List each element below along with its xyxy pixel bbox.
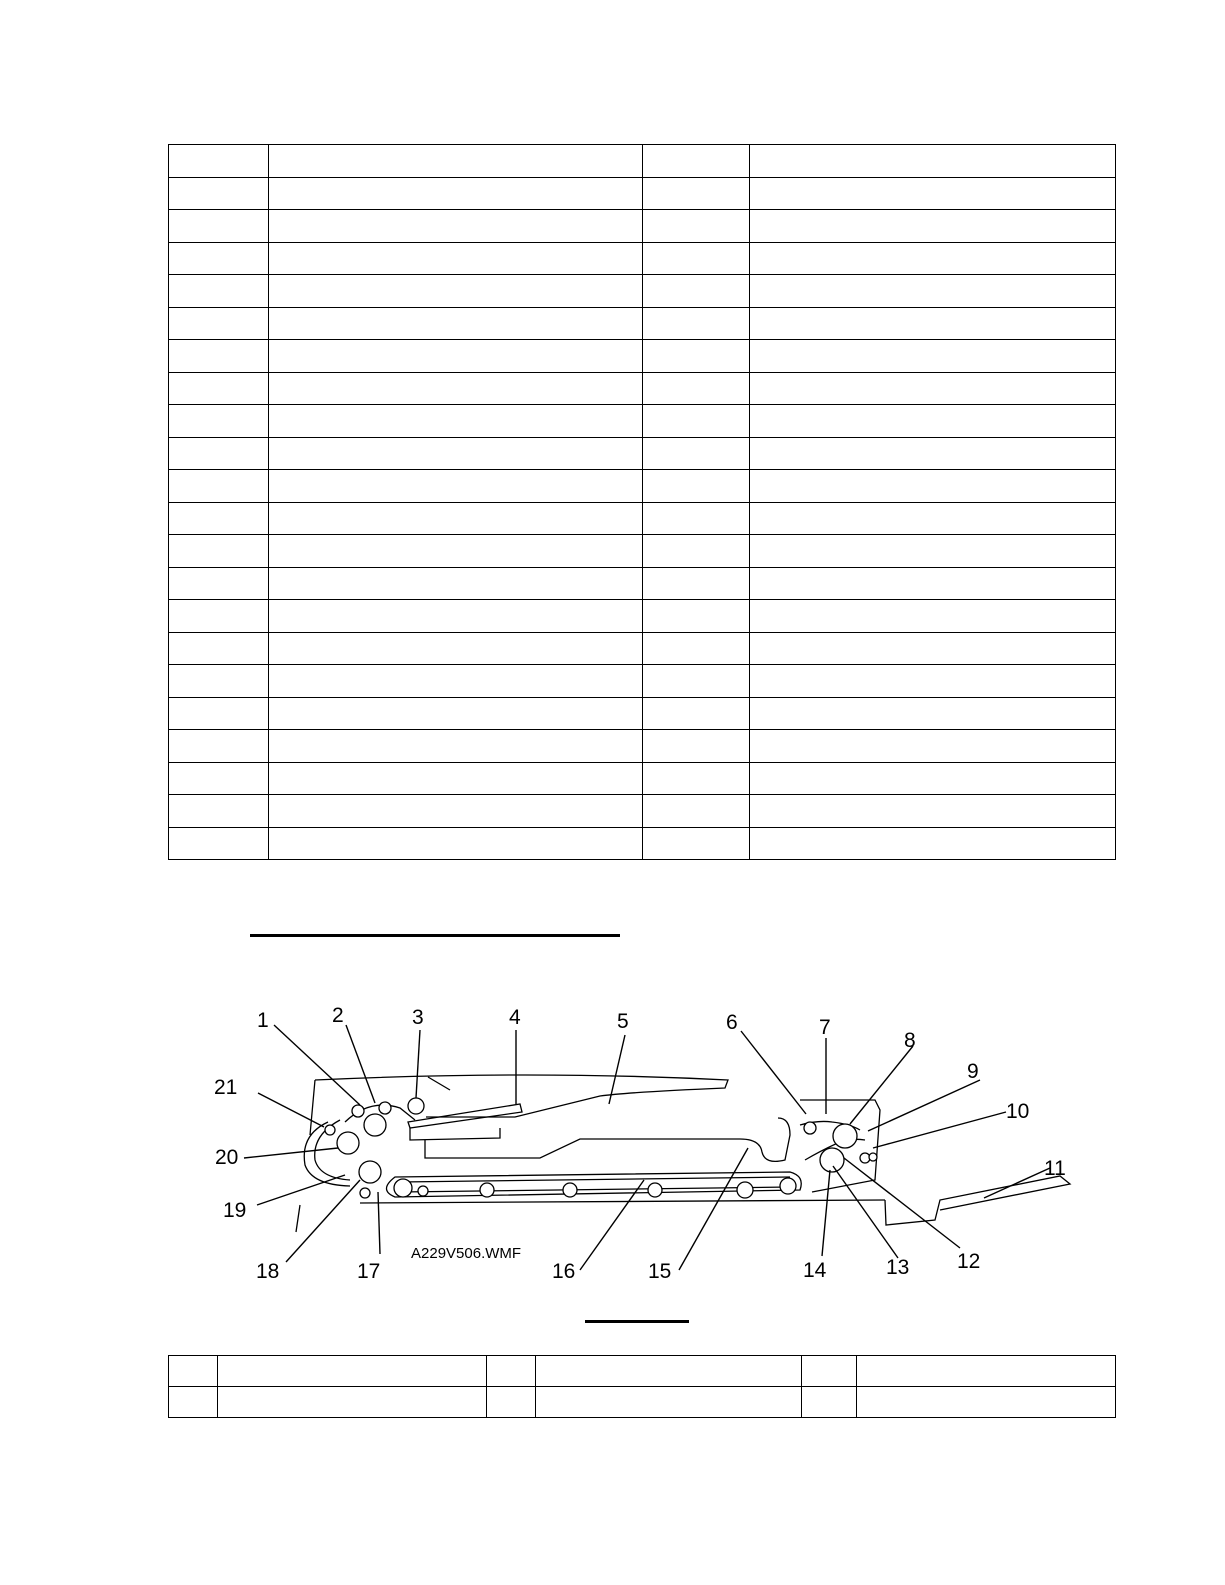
table-row bbox=[169, 470, 1116, 503]
table-cell bbox=[169, 340, 269, 373]
table-cell bbox=[857, 1387, 1116, 1418]
table-row bbox=[169, 307, 1116, 340]
table-cell bbox=[169, 372, 269, 405]
table-cell bbox=[269, 145, 643, 178]
table-cell bbox=[643, 145, 750, 178]
table-cell bbox=[750, 405, 1116, 438]
diagram-filename: A229V506.WMF bbox=[411, 1245, 522, 1262]
callout-18: 18 bbox=[256, 1260, 280, 1283]
table-cell bbox=[643, 632, 750, 665]
table-cell bbox=[269, 405, 643, 438]
table-cell bbox=[750, 632, 1116, 665]
table-row bbox=[169, 242, 1116, 275]
table-cell bbox=[169, 1356, 218, 1387]
table-cell bbox=[269, 827, 643, 860]
callout-19: 19 bbox=[223, 1199, 247, 1222]
table-cell bbox=[643, 600, 750, 633]
callout-15: 15 bbox=[648, 1260, 672, 1283]
table-cell bbox=[643, 242, 750, 275]
table-cell bbox=[643, 567, 750, 600]
table-row bbox=[169, 665, 1116, 698]
table-cell bbox=[750, 470, 1116, 503]
table-cell bbox=[750, 730, 1116, 763]
callout-20: 20 bbox=[215, 1146, 239, 1169]
table-cell bbox=[169, 567, 269, 600]
table-cell bbox=[643, 665, 750, 698]
table-cell bbox=[169, 1387, 218, 1418]
table-row bbox=[169, 827, 1116, 860]
table-cell bbox=[269, 437, 643, 470]
table-cell bbox=[643, 795, 750, 828]
table-cell bbox=[269, 795, 643, 828]
table-cell bbox=[169, 535, 269, 568]
table-cell bbox=[643, 210, 750, 243]
table-cell bbox=[169, 600, 269, 633]
section-heading-underline bbox=[250, 934, 620, 937]
table-row bbox=[169, 210, 1116, 243]
table-row bbox=[169, 437, 1116, 470]
table-cell bbox=[169, 437, 269, 470]
table-cell bbox=[643, 470, 750, 503]
parts-table-body bbox=[169, 145, 1116, 860]
table-cell bbox=[802, 1387, 857, 1418]
table-cell bbox=[169, 730, 269, 763]
table-cell bbox=[269, 567, 643, 600]
callout-12: 12 bbox=[957, 1250, 981, 1273]
table-cell bbox=[169, 632, 269, 665]
table-cell bbox=[750, 177, 1116, 210]
table-cell bbox=[750, 600, 1116, 633]
table-cell bbox=[643, 340, 750, 373]
parts-table bbox=[168, 144, 1116, 860]
table-row bbox=[169, 535, 1116, 568]
table-cell bbox=[750, 307, 1116, 340]
table-cell bbox=[169, 795, 269, 828]
table-cell bbox=[269, 730, 643, 763]
table-cell bbox=[269, 242, 643, 275]
table-cell bbox=[269, 210, 643, 243]
callout-7: 7 bbox=[819, 1016, 831, 1039]
table-cell bbox=[643, 177, 750, 210]
table-cell bbox=[750, 372, 1116, 405]
table-cell bbox=[750, 567, 1116, 600]
table-cell bbox=[643, 372, 750, 405]
table-cell bbox=[750, 827, 1116, 860]
table-cell bbox=[643, 437, 750, 470]
table-cell bbox=[750, 697, 1116, 730]
table-cell bbox=[643, 307, 750, 340]
table-row bbox=[169, 730, 1116, 763]
table-row bbox=[169, 340, 1116, 373]
table-cell bbox=[643, 697, 750, 730]
table-cell bbox=[487, 1356, 536, 1387]
table-cell bbox=[218, 1356, 487, 1387]
table-cell bbox=[169, 405, 269, 438]
table-cell bbox=[169, 697, 269, 730]
table-cell bbox=[169, 502, 269, 535]
table-cell bbox=[750, 145, 1116, 178]
table-cell bbox=[643, 730, 750, 763]
table-cell bbox=[169, 307, 269, 340]
table-cell bbox=[750, 762, 1116, 795]
table-cell bbox=[269, 470, 643, 503]
table-cell bbox=[218, 1387, 487, 1418]
table-cell bbox=[269, 665, 643, 698]
callout-14: 14 bbox=[803, 1259, 827, 1282]
callout-17: 17 bbox=[357, 1260, 381, 1283]
callout-6: 6 bbox=[726, 1011, 738, 1034]
callout-4: 4 bbox=[509, 1006, 521, 1029]
callout-1: 1 bbox=[257, 1009, 269, 1032]
table-cell bbox=[643, 275, 750, 308]
table-cell bbox=[750, 210, 1116, 243]
table-cell bbox=[802, 1356, 857, 1387]
table-cell bbox=[750, 437, 1116, 470]
table-cell bbox=[269, 275, 643, 308]
table-cell bbox=[169, 470, 269, 503]
callout-8: 8 bbox=[904, 1029, 916, 1052]
adf-cross-section-diagram bbox=[200, 1000, 1090, 1290]
table-row bbox=[169, 697, 1116, 730]
table-cell bbox=[750, 665, 1116, 698]
table-row bbox=[169, 405, 1116, 438]
table-cell bbox=[857, 1356, 1116, 1387]
callout-11: 11 bbox=[1044, 1157, 1066, 1180]
table-cell bbox=[536, 1387, 802, 1418]
table-cell bbox=[269, 372, 643, 405]
table-cell bbox=[169, 827, 269, 860]
callout-9: 9 bbox=[967, 1060, 979, 1083]
table-row bbox=[169, 567, 1116, 600]
callout-5: 5 bbox=[617, 1010, 629, 1033]
table-row bbox=[169, 177, 1116, 210]
table-row bbox=[169, 632, 1116, 665]
table-cell bbox=[269, 535, 643, 568]
callout-16: 16 bbox=[552, 1260, 576, 1283]
table-row bbox=[169, 372, 1116, 405]
table-cell bbox=[269, 502, 643, 535]
table-cell bbox=[169, 177, 269, 210]
table-cell bbox=[169, 145, 269, 178]
table-cell bbox=[750, 535, 1116, 568]
table-row bbox=[169, 1356, 1116, 1387]
table-cell bbox=[750, 340, 1116, 373]
table-cell bbox=[169, 665, 269, 698]
table-row bbox=[169, 795, 1116, 828]
table-cell bbox=[269, 600, 643, 633]
table-row bbox=[169, 275, 1116, 308]
callout-3: 3 bbox=[412, 1006, 424, 1029]
table-cell bbox=[750, 502, 1116, 535]
table-cell bbox=[269, 697, 643, 730]
table-cell bbox=[643, 405, 750, 438]
callout-13: 13 bbox=[886, 1256, 910, 1279]
table-cell bbox=[643, 762, 750, 795]
table-row bbox=[169, 600, 1116, 633]
table-row bbox=[169, 1387, 1116, 1418]
table-row bbox=[169, 145, 1116, 178]
table-cell bbox=[750, 275, 1116, 308]
table-cell bbox=[536, 1356, 802, 1387]
table-cell bbox=[269, 762, 643, 795]
table-cell bbox=[169, 242, 269, 275]
table-cell bbox=[169, 210, 269, 243]
table-cell bbox=[643, 827, 750, 860]
table-cell bbox=[269, 632, 643, 665]
table-cell bbox=[169, 762, 269, 795]
table-cell bbox=[269, 340, 643, 373]
legend-table bbox=[168, 1355, 1116, 1418]
table-cell bbox=[269, 177, 643, 210]
table-cell bbox=[750, 242, 1116, 275]
callout-2: 2 bbox=[332, 1004, 344, 1027]
callout-10: 10 bbox=[1006, 1100, 1030, 1123]
table-cell bbox=[643, 502, 750, 535]
table-cell bbox=[487, 1387, 536, 1418]
table-row bbox=[169, 762, 1116, 795]
figure-caption-underline bbox=[585, 1320, 689, 1323]
table-cell bbox=[169, 275, 269, 308]
legend-table-body bbox=[169, 1356, 1116, 1418]
table-cell bbox=[643, 535, 750, 568]
table-cell bbox=[269, 307, 643, 340]
table-cell bbox=[750, 795, 1116, 828]
callout-21: 21 bbox=[214, 1076, 238, 1099]
table-row bbox=[169, 502, 1116, 535]
